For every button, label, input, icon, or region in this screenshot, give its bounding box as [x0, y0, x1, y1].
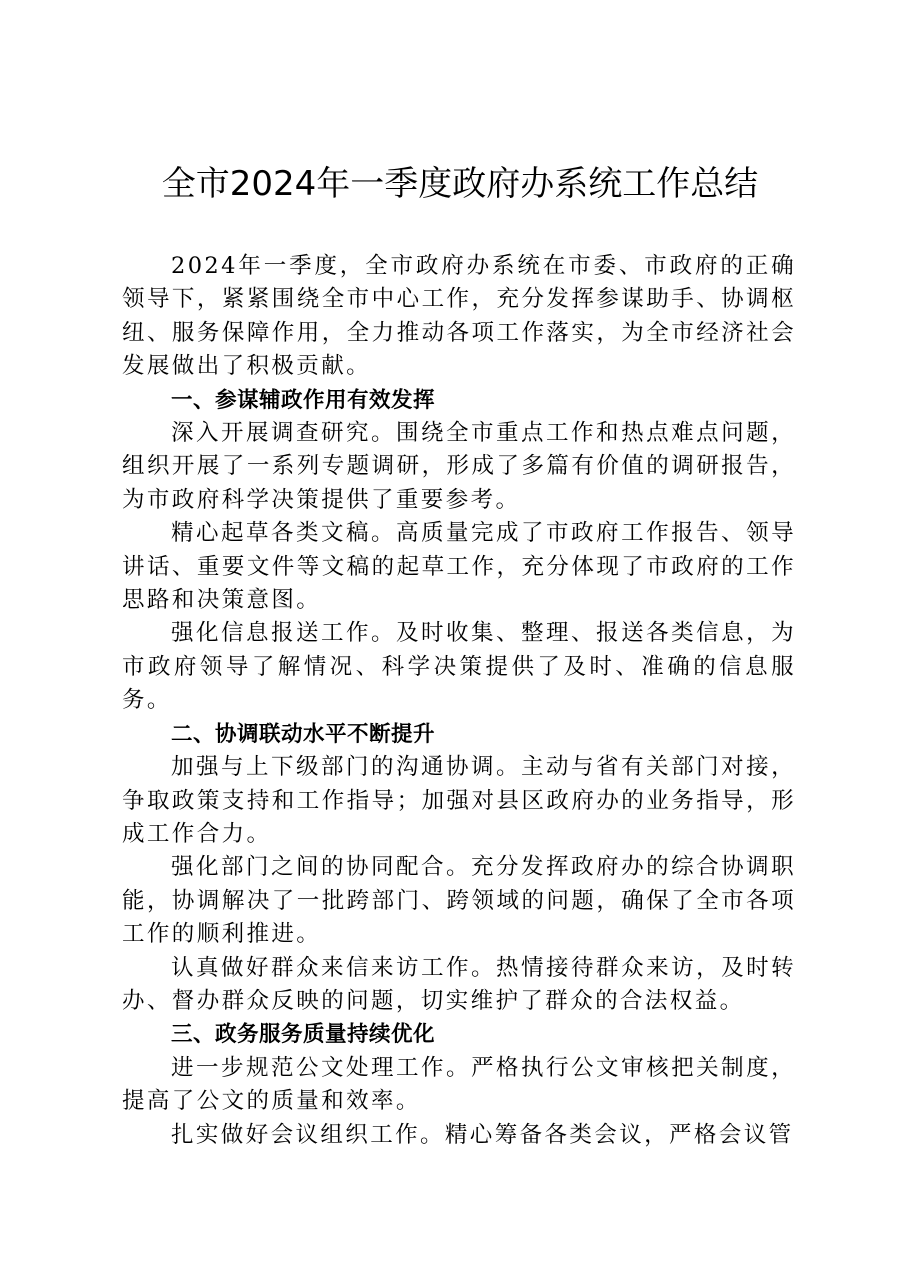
section-3-paragraph-1: 进一步规范公文处理工作。严格执行公文审核把关制度，提高了公文的质量和效率。	[122, 1054, 796, 1115]
intro-paragraph: 2024年一季度，全市政府办系统在市委、市政府的正确领导下，紧紧围绕全市中心工作，充分发挥参谋助手、协调枢纽、服务保障作用，全力推动各项工作落实，为全市经济社会发展做出了积极贡献。	[122, 253, 796, 380]
section-2-paragraph-1: 加强与上下级部门的沟通协调。主动与省有关部门对接，争取政策支持和工作指导；加强对县区政府办的业务指导，形成工作合力。	[122, 754, 796, 847]
section-heading-1: 一、参谋辅政作用有效发挥	[171, 387, 436, 413]
section-1-paragraph-1: 深入开展调查研究。围绕全市重点工作和热点难点问题，组织开展了一系列专题调研，形成了多篇有价值的调研报告，为市政府科学决策提供了重要参考。	[122, 420, 796, 513]
section-heading-2: 二、协调联动水平不断提升	[171, 721, 436, 747]
section-3-paragraph-2: 扎实做好会议组织工作。精心筹备各类会议，严格会议管	[171, 1121, 794, 1148]
document-title: 全市2024年一季度政府办系统工作总结	[161, 164, 759, 204]
section-1-paragraph-2: 精心起草各类文稿。高质量完成了市政府工作报告、领导讲话、重要文件等文稿的起草工作，充分体现了市政府的工作思路和决策意图。	[122, 520, 796, 614]
section-1-paragraph-3: 强化信息报送工作。及时收集、整理、报送各类信息，为市政府领导了解情况、科学决策提供了及时、准确的信息服务。	[122, 620, 796, 714]
document-body	[122, 250, 796, 1152]
section-2-paragraph-3: 认真做好群众来信来访工作。热情接待群众来访，及时转办、督办群众反映的问题，切实维护了群众的合法权益。	[122, 954, 796, 1014]
section-2-paragraph-2: 强化部门之间的协同配合。充分发挥政府办的综合协调职能，协调解决了一批跨部门、跨领域的问题，确保了全市各项工作的顺利推进。	[122, 854, 796, 948]
section-heading-3: 三、政务服务质量持续优化	[171, 1022, 436, 1048]
